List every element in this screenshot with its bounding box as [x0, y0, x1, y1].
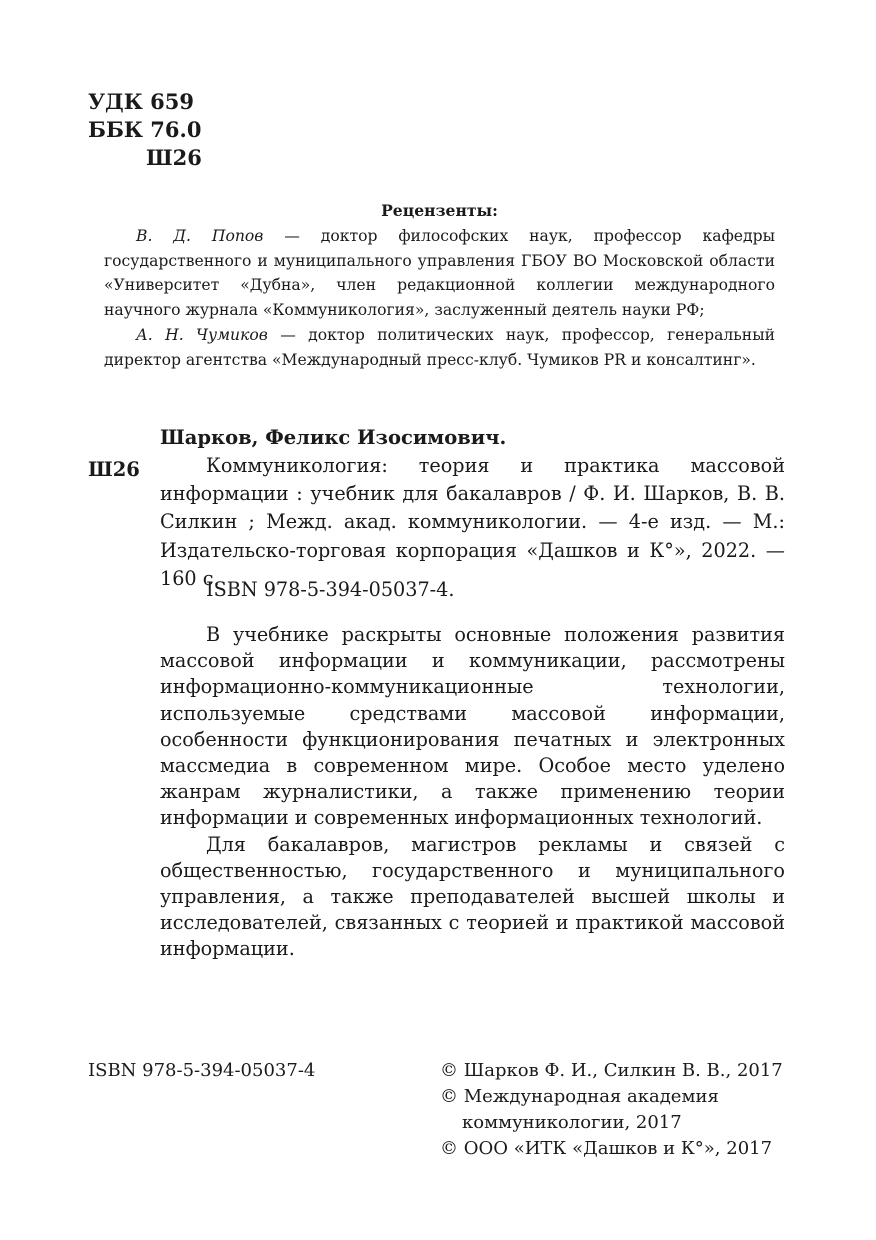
reviewer-entry	[104, 224, 775, 323]
classification-block	[88, 88, 202, 172]
copyright-line: коммуникологии, 2017	[462, 1112, 682, 1133]
bbk-index: ББК 76.0	[88, 117, 202, 142]
udk-index: УДК 659	[88, 89, 194, 114]
annotation-paragraph: В учебнике раскрыты основные положения развития массовой информации и коммуникации, рассмотрены информационно-коммуникационные технологии, используемые средствами массовой информации, особенности функционирования печатных и электронных массмедиа в современном мире. Особое место уделено жанрам журналистики, а также применению теории информации и современных информационных технологий.	[160, 623, 785, 830]
reviewers-title: Рецензенты:	[381, 201, 498, 220]
copyright-notices	[440, 1058, 840, 1162]
annotation	[160, 622, 785, 963]
cutter-mark: Ш26	[88, 458, 140, 481]
copyright-line: © Шарков Ф. И., Силкин В. В., 2017	[440, 1060, 783, 1081]
reviewer-entry	[104, 323, 775, 373]
reviewer-name: А. Н. Чумиков	[136, 325, 268, 344]
reviewer-name: В. Д. Попов	[136, 226, 264, 245]
copyright-line: © Международная академия	[440, 1086, 719, 1107]
bibliographic-description: Коммуникология: теория и практика массовой информации : учебник для бакалавров / Ф. И. Шарков, В. В. Силкин ; Межд. акад. коммуникологии. — 4-е изд. — М.: Издательско-торговая корпорация «Дашков и К°», 2022. — 160 с.	[160, 454, 785, 590]
annotation-paragraph: Для бакалавров, магистров рекламы и связей с общественностью, государственного и муниципального управления, а также преподавателей высшей школы и исследователей, связанных с теорией и практикой массовой информации.	[160, 832, 785, 961]
author-heading: Шарков, Феликс Изосимович.	[160, 426, 507, 449]
reviewers-section	[104, 199, 775, 373]
cutter-index: Ш26	[146, 145, 202, 170]
footer-isbn: ISBN 978-5-394-05037-4	[88, 1060, 316, 1081]
record-isbn: ISBN 978-5-394-05037-4.	[206, 578, 455, 601]
reviewer-description: — доктор философских наук, профессор кафедры государственного и муниципального управления ГБОУ ВО Московской области «Университет «Дубна», член редакционной коллегии международного научного журнала «Коммуникология», заслуженный деятель науки РФ;	[104, 226, 775, 320]
reviewer-description: — доктор политических наук, профессор, генеральный директор агентства «Международный пресс-клуб. Чумиков PR и консалтинг».	[104, 325, 775, 369]
copyright-line: © ООО «ИТК «Дашков и К°», 2017	[440, 1138, 773, 1159]
